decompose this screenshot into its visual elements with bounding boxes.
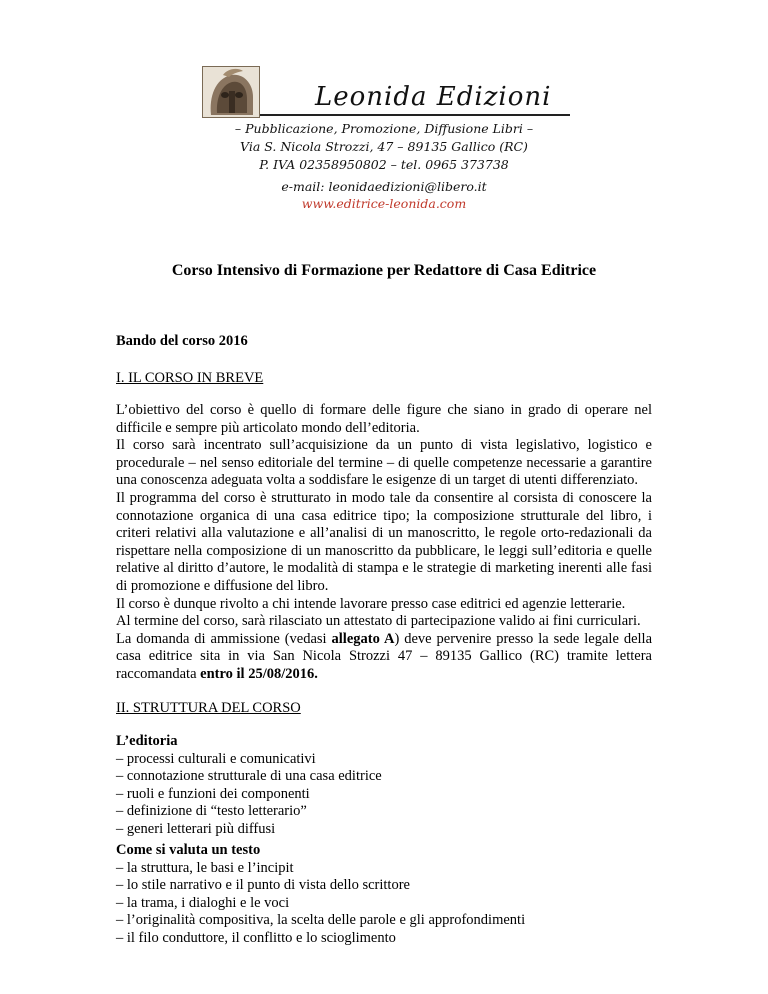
paragraph: L’obiettivo del corso è quello di formare delle figure che siano in grado di operare nel difficile e sempre più articolato mondo dell’editoria. xyxy=(116,402,652,436)
text-run: ) deve pervenire presso la sede legale della casa editrice sita in via San Nicola Strozzi 47 – 89135 Gallico (RC) tramite lettera raccomandata xyxy=(116,630,653,682)
block-title: L’editoria xyxy=(116,733,178,749)
list-item: – connotazione strutturale di una casa editrice xyxy=(116,768,382,785)
list-item: – definizione di “testo letterario” xyxy=(116,803,307,820)
section-1-body xyxy=(116,402,652,684)
block-editoria xyxy=(116,733,652,839)
brand-name: Leonida Edizioni xyxy=(315,82,552,112)
list-item: – generi letterari più diffusi xyxy=(116,820,276,837)
paragraph-application xyxy=(116,631,652,684)
bullet-list xyxy=(116,751,652,839)
block-valutazione xyxy=(116,842,652,948)
list-item: – la trama, i dialoghi e le voci xyxy=(116,894,290,911)
brand-underline xyxy=(260,114,570,116)
paragraph: Il corso è dunque rivolto a chi intende lavorare presso case editrici ed agenzie letterarie. xyxy=(116,595,626,612)
document-title: Corso Intensivo di Formazione per Redattore di Casa Editrice xyxy=(171,262,597,279)
paragraph: Il programma del corso è strutturato in modo tale da consentire al corsista di conoscere la connotazione organica di una casa editrice tipo; la composizione strutturale del libro, i criteri relativi alla valutazione e all’analisi di un manoscritto, le regole orto-redazionali da rispettare nella composizione di un manoscritto da pubblicare, le leggi sull’editoria e quelle relative al diritto d’autore, le modalità di stampa e le strategie di marketing inerenti alle fasi di promozione e diffusione del libro. xyxy=(116,489,652,594)
email-line[interactable]: e-mail: leonidaedizioni@libero.it xyxy=(281,179,487,194)
list-item: – lo stile narrativo e il punto di vista dello scrittore xyxy=(116,877,410,894)
block-title: Come si valuta un testo xyxy=(116,842,261,858)
tagline: – Pubblicazione, Promozione, Diffusione Libri – xyxy=(234,121,534,136)
vat-phone: P. IVA 02358950802 – tel. 0965 373738 xyxy=(259,157,509,172)
website-link[interactable]: www.editrice-leonida.com xyxy=(301,196,467,211)
text-run: La domanda di ammissione (vedasi xyxy=(116,630,332,647)
paragraph: Al termine del corso, sarà rilasciato un attestato di partecipazione valido ai fini curriculari. xyxy=(116,613,641,630)
list-item: – la struttura, le basi e l’incipit xyxy=(116,859,294,876)
section-1-heading: I. IL CORSO IN BREVE xyxy=(116,370,264,386)
section-2-heading: II. STRUTTURA DEL CORSO xyxy=(116,700,301,716)
address: Via S. Nicola Strozzi, 47 – 89135 Gallico (RC) xyxy=(240,139,528,154)
list-item: – l’originalità compositiva, la scelta delle parole e gli approfondimenti xyxy=(116,912,526,929)
list-item: – ruoli e funzioni dei componenti xyxy=(116,785,310,802)
bullet-list xyxy=(116,860,652,948)
list-item: – processi culturali e comunicativi xyxy=(116,750,316,767)
deadline: entro il 25/08/2016. xyxy=(200,665,318,682)
subtitle: Bando del corso 2016 xyxy=(116,333,248,349)
attachment-reference: allegato A xyxy=(331,630,395,647)
list-item: – il filo conduttore, il conflitto e lo scioglimento xyxy=(116,929,396,946)
paragraph: Il corso sarà incentrato sull’acquisizione da un punto di vista legislativo, logistico e procedurale – nel senso editoriale del termine – di quelle competenze necessarie a garantire una conoscenza adeguata volta a soddisfare le esigenze di un target di utenti differenziato. xyxy=(116,437,652,489)
publisher-logo xyxy=(202,66,260,118)
